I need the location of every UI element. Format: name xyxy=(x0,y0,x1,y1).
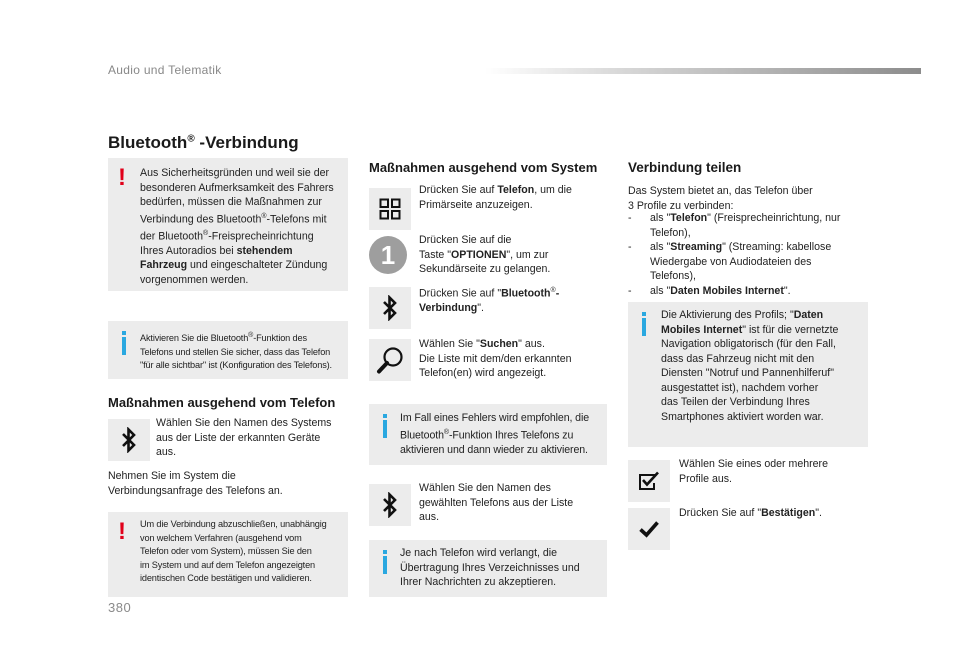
step-press-options: Drücken Sie auf die Taste "OPTIONEN", um zur Sekundärseite zu gelangen. xyxy=(419,234,551,275)
warning-text-code: Um die Verbindung abzuschließen, unabhängig von welchem Verfahren (ausgehend vom Telefon oder vom System), müssen Sie den im System und auf dem Telefon angezeigten identischen Code bestätigen und validieren. xyxy=(140,519,327,583)
info-icon xyxy=(642,318,646,336)
share-intro: Das System bietet an, das Telefon über 3 Profile zu verbinden: xyxy=(628,185,813,212)
list-item: - als "Telefon" (Freisprecheinrichtung, nur Telefon), xyxy=(628,212,841,239)
warning-box-safety xyxy=(108,158,348,291)
step-accept-request: Nehmen Sie im System die Verbindungsanfrage des Telefons an. xyxy=(108,470,283,497)
info-text-error: Im Fall eines Fehlers wird empfohlen, die Bluetooth®-Funktion Ihres Telefons zu aktivieren und dann wieder zu aktivieren. xyxy=(400,412,590,456)
step-select-system: Wählen Sie den Namen des Systems aus der Liste der erkannten Geräte aus. xyxy=(156,417,332,458)
header-bar xyxy=(485,68,921,74)
step-press-telefon: Drücken Sie auf Telefon, um die Primärseite anzuzeigen. xyxy=(419,184,572,211)
profile-list xyxy=(628,211,868,298)
list-item: - als "Daten Mobiles Internet". xyxy=(628,284,791,297)
warning-icon: ! xyxy=(118,164,126,191)
heading-share-connection: Verbindung teilen xyxy=(628,160,742,175)
warning-text-safety: Aus Sicherheitsgründen und weil sie der besonderen Aufmerksamkeit des Fahrers bedürfen, müssen die Maßnahmen zur Verbindung des Bluetooth®-Telefons mit der Bluetooth®-Freisprecheinrichtung Ihres Autoradios bei stehendem Fahrzeug und eingeschalteter Zündung vorgenommen werden. xyxy=(140,167,334,286)
page-number: 380 xyxy=(108,600,132,615)
page-title: Bluetooth® -Verbindung xyxy=(108,133,299,152)
info-icon xyxy=(122,337,126,355)
heading-system-actions: Maßnahmen ausgehend vom System xyxy=(369,160,598,175)
info-box-visibility xyxy=(108,321,348,379)
bluetooth-icon xyxy=(369,484,411,526)
info-text-visibility: Aktivieren Sie die Bluetooth®-Funktion des Telefons und stellen Sie sicher, dass das Telefon "für alle sichtbar" ist (Konfiguration des Telefons). xyxy=(140,332,332,371)
warning-icon: ! xyxy=(118,518,126,545)
step-number-badge: 1 xyxy=(369,236,407,274)
grid-icon xyxy=(369,188,411,230)
step-select-phone: Wählen Sie den Namen des gewählten Telefons aus der Liste aus. xyxy=(419,482,574,523)
info-text-transfer: Je nach Telefon wird verlangt, die Übertragung Ihres Verzeichnisses und Ihrer Nachrichten zu akzeptieren. xyxy=(400,547,580,588)
bluetooth-icon xyxy=(108,419,150,461)
heading-phone-actions: Maßnahmen ausgehend vom Telefon xyxy=(108,395,336,410)
info-text-profile: Die Aktivierung des Profils; "Daten Mobiles Internet" ist für die vernetzte Navigation obligatorisch (für den Fall, dass das Fahrzeug nicht mit den Diensten "Notruf und Pannenhilferuf" ausgestattet ist), nachdem vorher das Teilen der Verbindung Ihres Smartphones aktiviert worden war. xyxy=(661,309,839,423)
checkmark-icon xyxy=(628,508,670,550)
step-select-profiles: Wählen Sie eines oder mehrere Profile aus. xyxy=(679,458,828,485)
section-title: Audio und Telematik xyxy=(108,63,222,77)
info-box-profile xyxy=(628,302,868,447)
info-icon xyxy=(383,420,387,438)
bluetooth-icon xyxy=(369,287,411,329)
step-select-search: Wählen Sie "Suchen" aus. Die Liste mit dem/den erkannten Telefon(en) wird angezeigt. xyxy=(419,338,572,379)
list-item: - als "Streaming" (Streaming: kabellose Wiedergabe von Audiodateien des Telefons), xyxy=(628,241,832,282)
step-press-bluetooth: Drücken Sie auf "Bluetooth®- Verbindung". xyxy=(419,287,560,315)
search-icon xyxy=(369,339,411,381)
info-box-transfer xyxy=(369,540,607,597)
info-icon xyxy=(383,556,387,574)
info-box-error xyxy=(369,404,607,465)
warning-box-code xyxy=(108,512,348,597)
step-press-confirm: Drücken Sie auf "Bestätigen". xyxy=(679,507,822,519)
checkbox-select-icon xyxy=(628,460,670,502)
